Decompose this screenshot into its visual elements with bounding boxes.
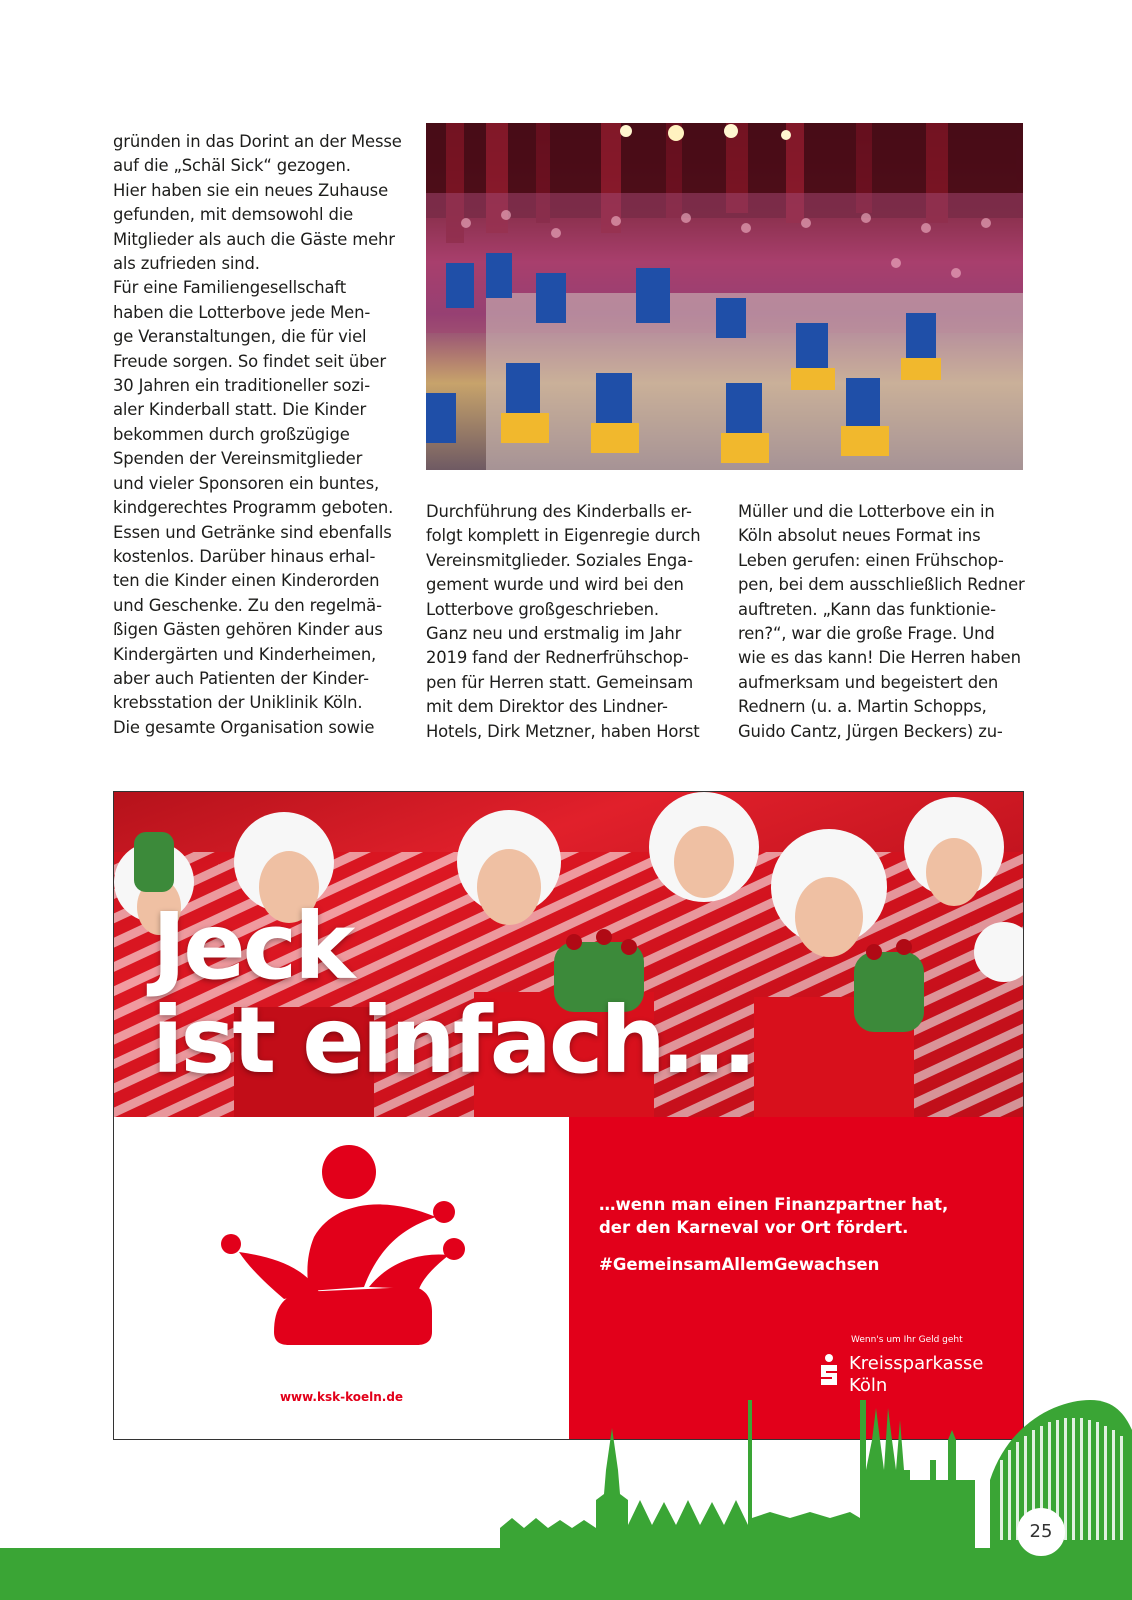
ad-slogan-line-2: der den Karneval vor Ort fördert. <box>599 1218 909 1237</box>
kinderball-photo <box>426 123 1023 470</box>
ad-slogan-panel <box>569 1117 1023 1439</box>
carnival-group-photo <box>114 792 1023 1117</box>
ad-tagline: Wenn's um Ihr Geld geht <box>851 1335 963 1345</box>
ad-brand-name <box>849 1353 983 1397</box>
kreissparkasse-advertisement <box>113 791 1024 1440</box>
ad-headline-line-1: Jeck <box>152 893 353 1000</box>
ad-website-url[interactable]: www.ksk-koeln.de <box>279 1390 404 1404</box>
ad-headline-line-2: ist einfach… <box>152 987 752 1094</box>
ad-brand-line-1: Kreissparkasse <box>849 1353 984 1374</box>
article-column-1: gründen in das Dorint an der Messe auf die „Schäl Sick“ gezogen. Hier haben sie ein neues Zuhause gefunden, mit demsowohl die Mitglieder als auch die Gäste mehr als zufrieden sind. Für eine Familiengesellschaft haben die Lotterbove jede Men- ge Veranstaltungen, die für viel Freude sorgen. So findet seit über 30 Jahren ein traditioneller sozi- aler Kinderball statt. Die Kinder bekommen durch großzügige Spenden der Vereinsmitglieder und vieler Sponsoren ein buntes, kindgerechtes Programm geboten. Essen und Getränke sind ebenfalls kostenlos. Darüber hinaus erhal- ten die Kinder einen Kinderorden und Geschenke. Zu den regelmä- ßigen Gästen gehören Kinder aus Kindergärten und Kinderheimen, aber auch Patienten der Kinder- krebsstation der Uniklinik Köln. Die gesamte Organisation sowie <box>113 132 402 737</box>
ad-headline <box>152 893 752 1094</box>
article-column-2: Durchführung des Kinderballs er- folgt komplett in Eigenregie durch Vereinsmitglieder. Soziales Enga- gement wurde und wird bei den Lotterbove großgeschrieben. Ganz neu und erstmalig im Jahr 2019 fand der Rednerfrühschop- pen für Herren statt. Gemeinsam mit dem Direktor des Lindner- Hotels, Dirk Metzner, haben Horst <box>426 502 701 741</box>
kinderball-photo-art <box>426 123 1023 470</box>
page-number: 25 <box>1017 1508 1065 1556</box>
sparkasse-logo-icon <box>817 1353 841 1389</box>
ad-hashtag: #GemeinsamAllemGewachsen <box>599 1255 880 1274</box>
ad-slogan <box>599 1193 999 1239</box>
ad-brand-line-2: Köln <box>849 1375 888 1396</box>
article-column-3: Müller und die Lotterbove ein in Köln absolut neues Format ins Leben gerufen: einen Frühschop- pen, bei dem ausschließlich Redner auftreten. „Kann das funktionie- ren?“, war die große Frage. Und wie es das kann! Die Herren haben aufmerksam und begeistert den Rednern (u. a. Martin Schopps, Guido Cantz, Jürgen Beckers) zu- <box>738 502 1025 741</box>
ad-logo-panel <box>114 1117 569 1439</box>
cologne-skyline-footer <box>0 1400 1132 1600</box>
ad-slogan-line-1: …wenn man einen Finanzpartner hat, <box>599 1195 949 1214</box>
jester-cap-icon <box>114 1117 569 1367</box>
